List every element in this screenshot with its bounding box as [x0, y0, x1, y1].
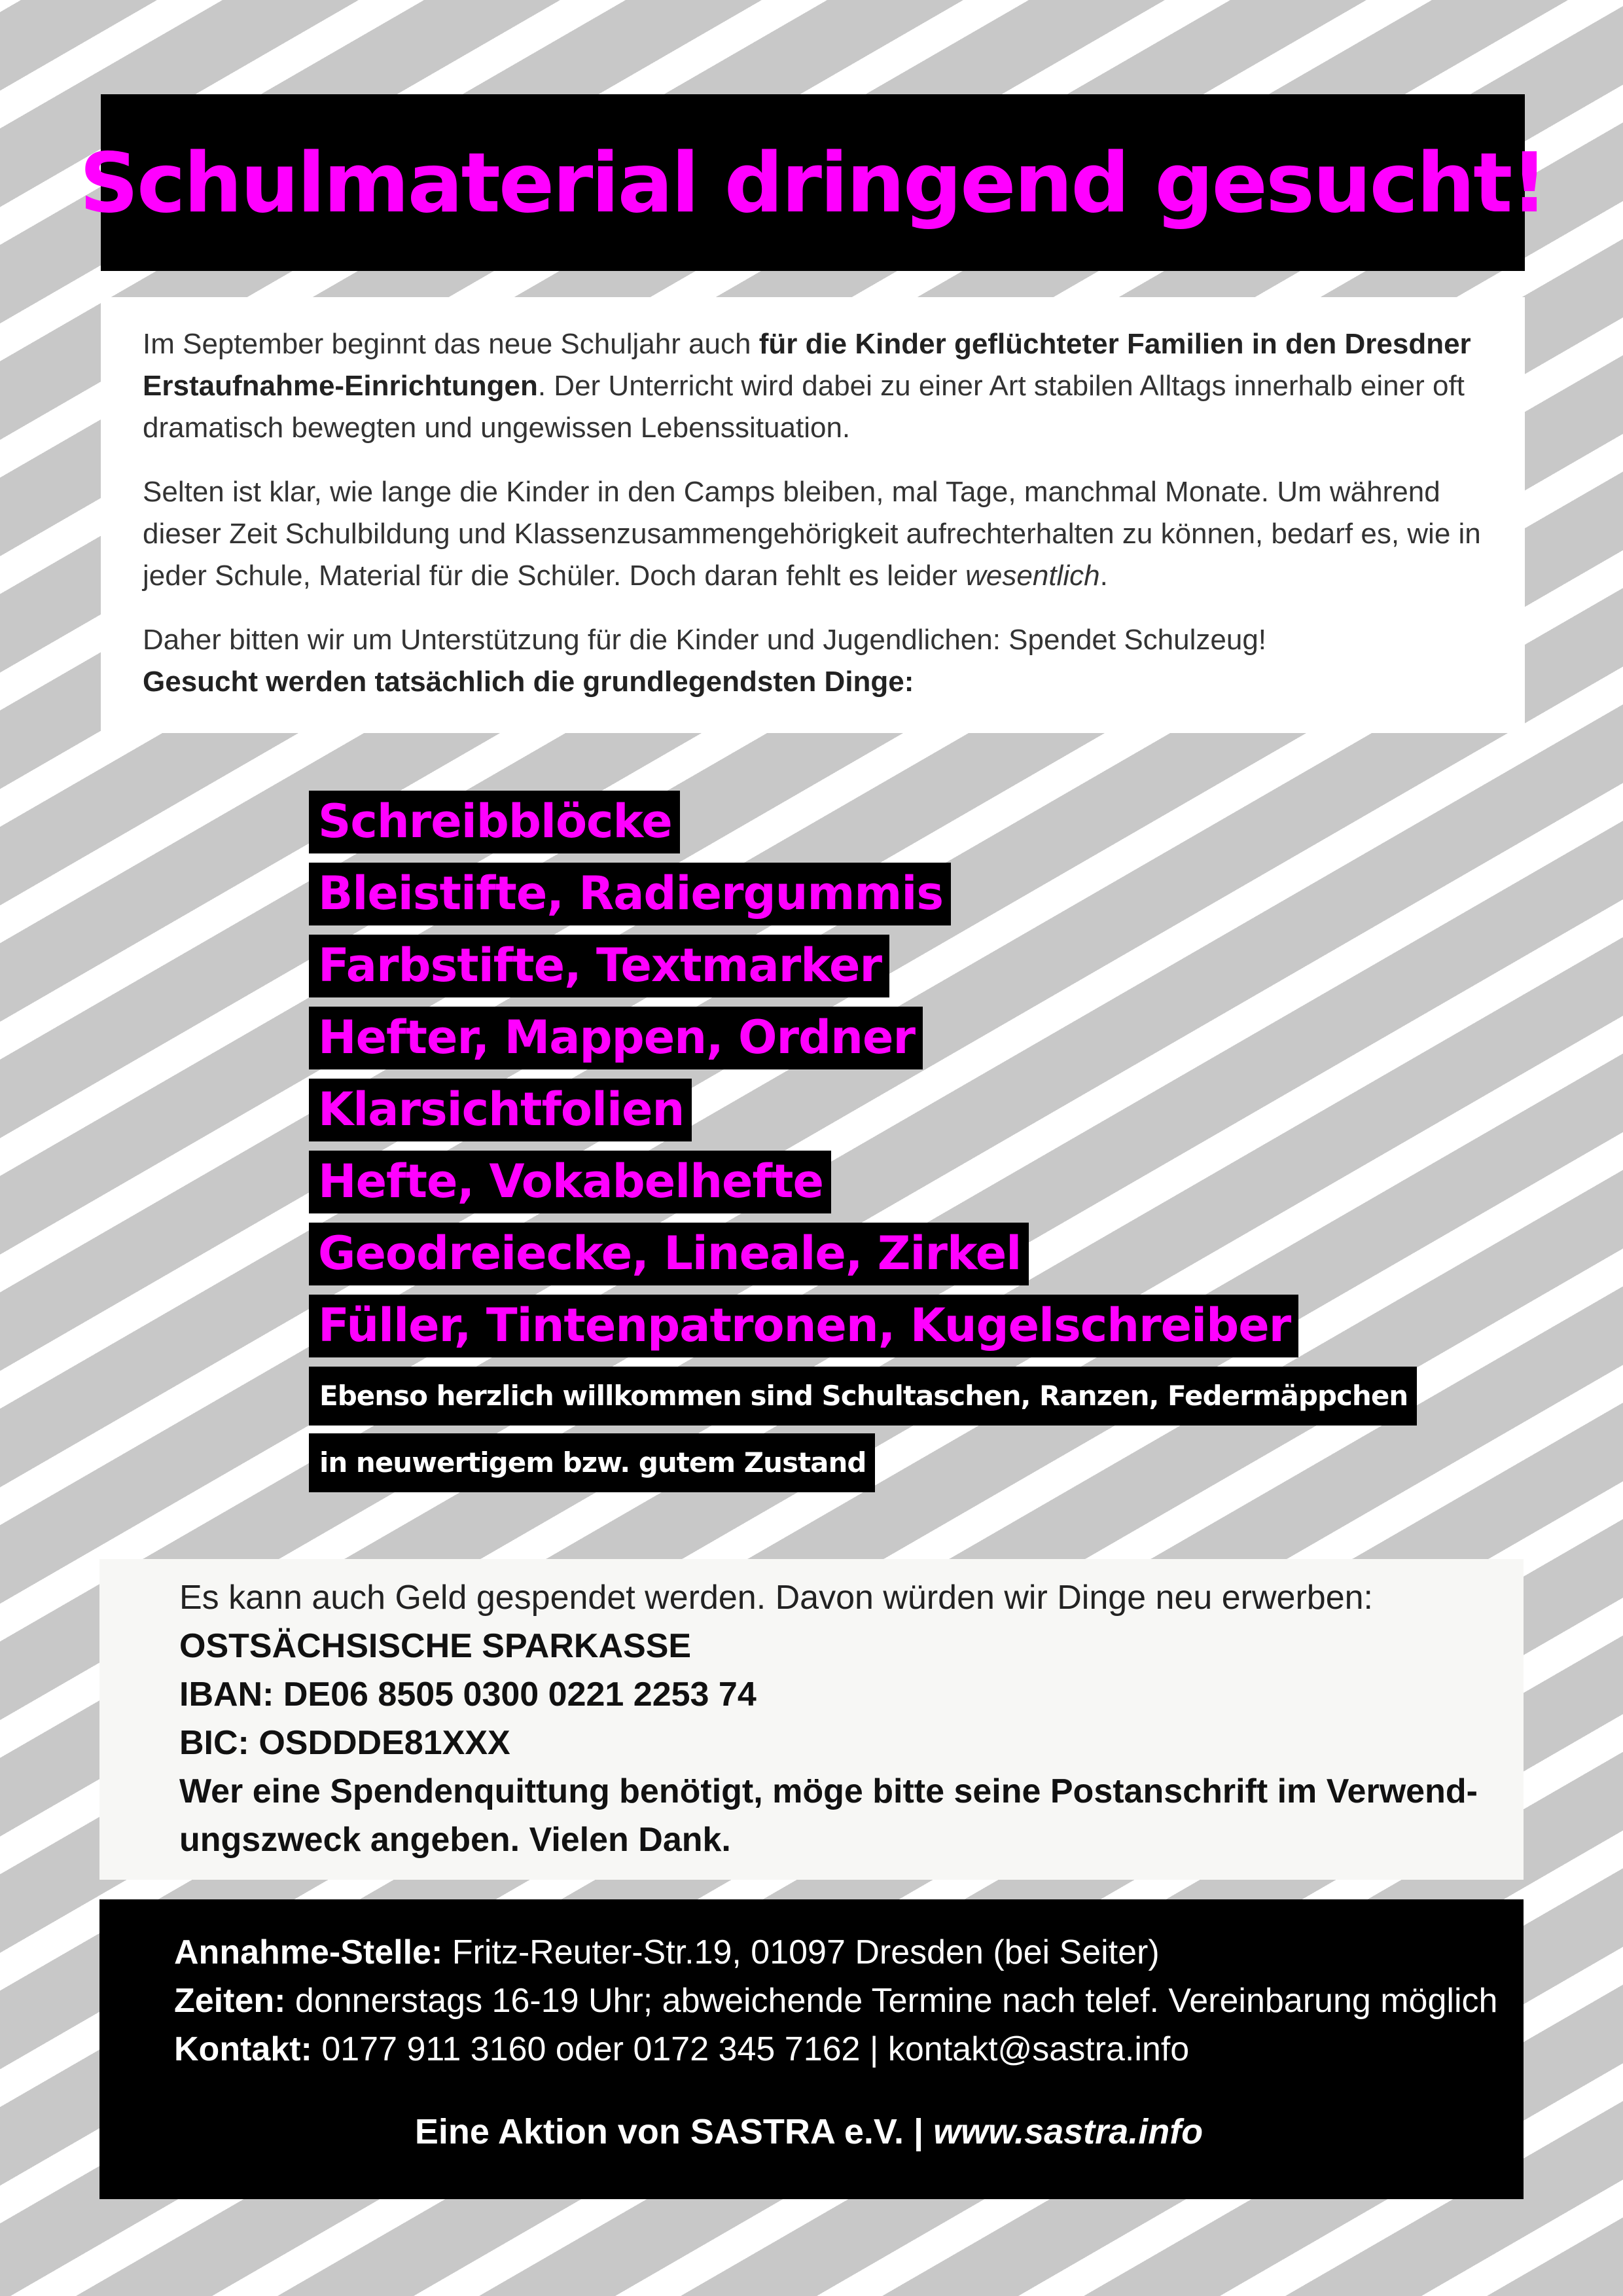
list-item: Geodreiecke, Lineale, Zirkel	[309, 1223, 1029, 1285]
list-item: Farbstifte, Textmarker	[309, 935, 889, 997]
kontakt-label: Kontakt:	[174, 2030, 312, 2068]
annahme-label: Annahme-Stelle:	[174, 1933, 443, 1971]
intro-p1-text-end: . Der Unterricht wird dabei zu einer Art stabilen Alltags innerhalb einer oft dramatisch bewegten und ungewissen Lebenssituation.	[143, 370, 1465, 444]
kontakt-value: 0177 911 3160 oder 0172 345 7162 | kontakt@sastra.info	[312, 2030, 1190, 2068]
list-item: Hefte, Vokabelhefte	[309, 1151, 831, 1213]
list-item: Klarsichtfolien	[309, 1079, 692, 1141]
title-banner	[79, 94, 1546, 271]
kontakt-line	[174, 2025, 1497, 2073]
bic: BIC: OSDDDE81XXX	[179, 1724, 510, 1762]
footer-line	[99, 2108, 1524, 2156]
supply-list	[309, 791, 1417, 1492]
footer-url[interactable]: www.sastra.info	[933, 2112, 1204, 2151]
intro-p1-text: Im September beginnt das neue Schuljahr auch	[143, 328, 759, 360]
intro-p3-line1: Daher bitten wir um Unterstützung für die Kinder und Jugendlichen: Spendet Schulzeug!	[143, 624, 1267, 656]
intro-p2-italic: wesentlich	[965, 560, 1100, 592]
iban: IBAN: DE06 8505 0300 0221 2253 74	[179, 1676, 757, 1713]
intro-p2-text: Selten ist klar, wie lange die Kinder in den Camps bleiben, mal Tage, manchmal Monate. Um während dieser Zeit Schulbildung und Klassenzusammengehörigkeit aufrechterhalten zu können, bedarf es, wie in jeder Schule, Material für die Schüler. Doch daran fehlt es leider	[143, 476, 1481, 592]
supply-note: in neuwertigem bzw. gutem Zustand	[309, 1433, 875, 1492]
list-item: Hefter, Mappen, Ordner	[309, 1007, 923, 1069]
intro-text-box	[101, 297, 1525, 733]
intro-p3-line2: Gesucht werden tatsächlich die grundlegendsten Dinge:	[143, 666, 914, 698]
donation-lead: Es kann auch Geld gespendet werden. Davon würden wir Dinge neu erwerben:	[179, 1579, 1373, 1617]
list-item: Füller, Tintenpatronen, Kugelschreiber	[309, 1295, 1298, 1357]
list-item: Bleistifte, Radiergummis	[309, 863, 951, 925]
list-item: Schreibblöcke	[309, 791, 680, 853]
intro-p1-bold: für die Kinder geflüchteter Familien in den Dresdner Erstaufnahme-Einrichtungen	[143, 328, 1471, 402]
footer-text: Eine Aktion von SASTRA e.V. |	[414, 2112, 934, 2151]
receipt-note: Wer eine Spendenquittung benötigt, möge bitte seine Postanschrift im Verwend-ungszweck angeben. Vielen Dank.	[179, 1772, 1478, 1859]
page-title: Schulmaterial dringend gesucht!	[79, 134, 1546, 231]
contact-box	[99, 1899, 1524, 2199]
supply-note: Ebenso herzlich willkommen sind Schultaschen, Ranzen, Federmäppchen	[309, 1367, 1417, 1426]
zeiten-value: donnerstags 16-19 Uhr; abweichende Termine nach telef. Vereinbarung möglich	[285, 1982, 1498, 2020]
annahme-line	[174, 1928, 1497, 1977]
intro-paragraph-1	[143, 323, 1486, 449]
intro-paragraph-3	[143, 619, 1486, 703]
annahme-value: Fritz-Reuter-Str.19, 01097 Dresden (bei Seiter)	[442, 1933, 1160, 1971]
zeiten-line	[174, 1977, 1497, 2025]
intro-paragraph-2	[143, 471, 1486, 597]
bank-name: OSTSÄCHSISCHE SPARKASSE	[179, 1627, 692, 1665]
intro-p2-text-end: .	[1099, 560, 1108, 592]
zeiten-label: Zeiten:	[174, 1982, 286, 2020]
donation-box	[99, 1559, 1524, 1880]
